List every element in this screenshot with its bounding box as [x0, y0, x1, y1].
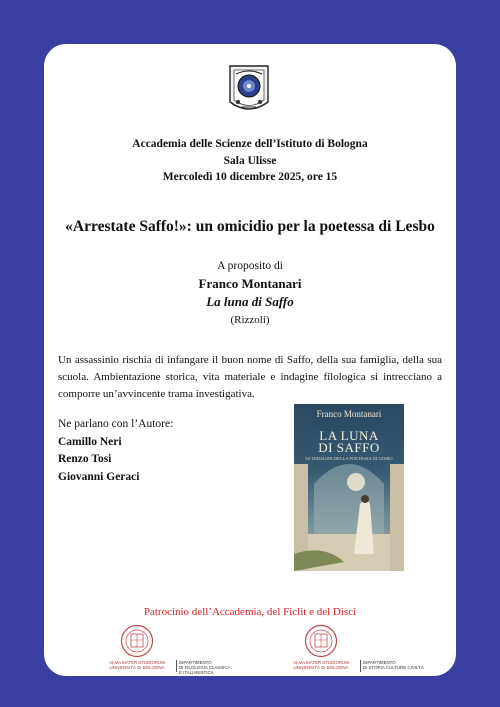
patronage-text: Patrocinio dell’Accademia, del Ficlit e del Disci	[143, 606, 357, 618]
university-name-line: ALMA MATER STUDIORUM	[293, 660, 349, 665]
cover-title-line: DI SAFFO	[318, 440, 380, 455]
department-name-line: DIPARTIMENTO	[363, 660, 396, 665]
logo-divider	[360, 660, 361, 672]
room-name: Sala Ulisse	[223, 154, 277, 167]
academy-emblem-icon	[222, 62, 276, 116]
publisher: (Rizzoli)	[230, 314, 270, 326]
university-seal-icon	[304, 624, 338, 658]
university-name-line: ALMA MATER STUDIORUM	[109, 660, 165, 665]
book-title: La luna di Saffo	[206, 294, 294, 309]
university-name	[102, 660, 172, 670]
department-name-line: E ITALIANISTICA	[179, 670, 214, 675]
university-name-line: UNIVERSITÀ DI BOLOGNA	[109, 665, 165, 670]
poster-card	[44, 44, 456, 676]
department-name-line: DI STORIA CULTURE CIVILTÀ	[363, 665, 424, 670]
venue-header	[44, 136, 456, 186]
institution-name: Accademia delle Scienze dell’Istituto di Bologna	[132, 138, 368, 150]
department-name-line: DI FILOLOGIA CLASSICA	[179, 665, 231, 670]
speakers-section	[58, 416, 173, 486]
department-name	[363, 660, 433, 670]
cover-subtitle: LE INDAGINI DELLA POETESSA DI LESBO	[305, 456, 393, 461]
event-description: Un assassinio rischia di infangare il buon nome di Saffo, della sua famiglia, della sua scuola. Ambientazione storica, vita materiale e indagine filologica si intrecciano a comporre un’avvincente trama investigativa.	[58, 354, 442, 400]
department-name	[179, 660, 249, 675]
cover-author: Franco Montanari	[316, 409, 382, 419]
department-name-line: DIPARTIMENTO	[179, 660, 212, 665]
logo-divider	[176, 660, 177, 672]
cover-title-line: LA LUNA	[319, 428, 379, 443]
university-seal-icon	[120, 624, 154, 658]
intro-text: A proposito di	[217, 260, 283, 272]
speakers-intro: Ne parlano con l’Autore:	[58, 418, 174, 430]
university-name-line: UNIVERSITÀ DI BOLOGNA	[293, 665, 349, 670]
university-name	[286, 660, 356, 670]
speaker-name: Giovanni Geraci	[58, 470, 140, 483]
author-name: Franco Montanari	[198, 276, 302, 291]
speaker-name: Renzo Tosi	[58, 453, 112, 465]
speaker-name: Camillo Neri	[58, 435, 122, 448]
event-date: Mercoledì 10 dicembre 2025, ore 15	[162, 171, 338, 183]
book-cover-image	[294, 404, 404, 571]
cover-title	[294, 430, 404, 454]
event-title: «Arrestate Saffo!»: un omicidio per la poetessa di Lesbo	[65, 218, 435, 235]
